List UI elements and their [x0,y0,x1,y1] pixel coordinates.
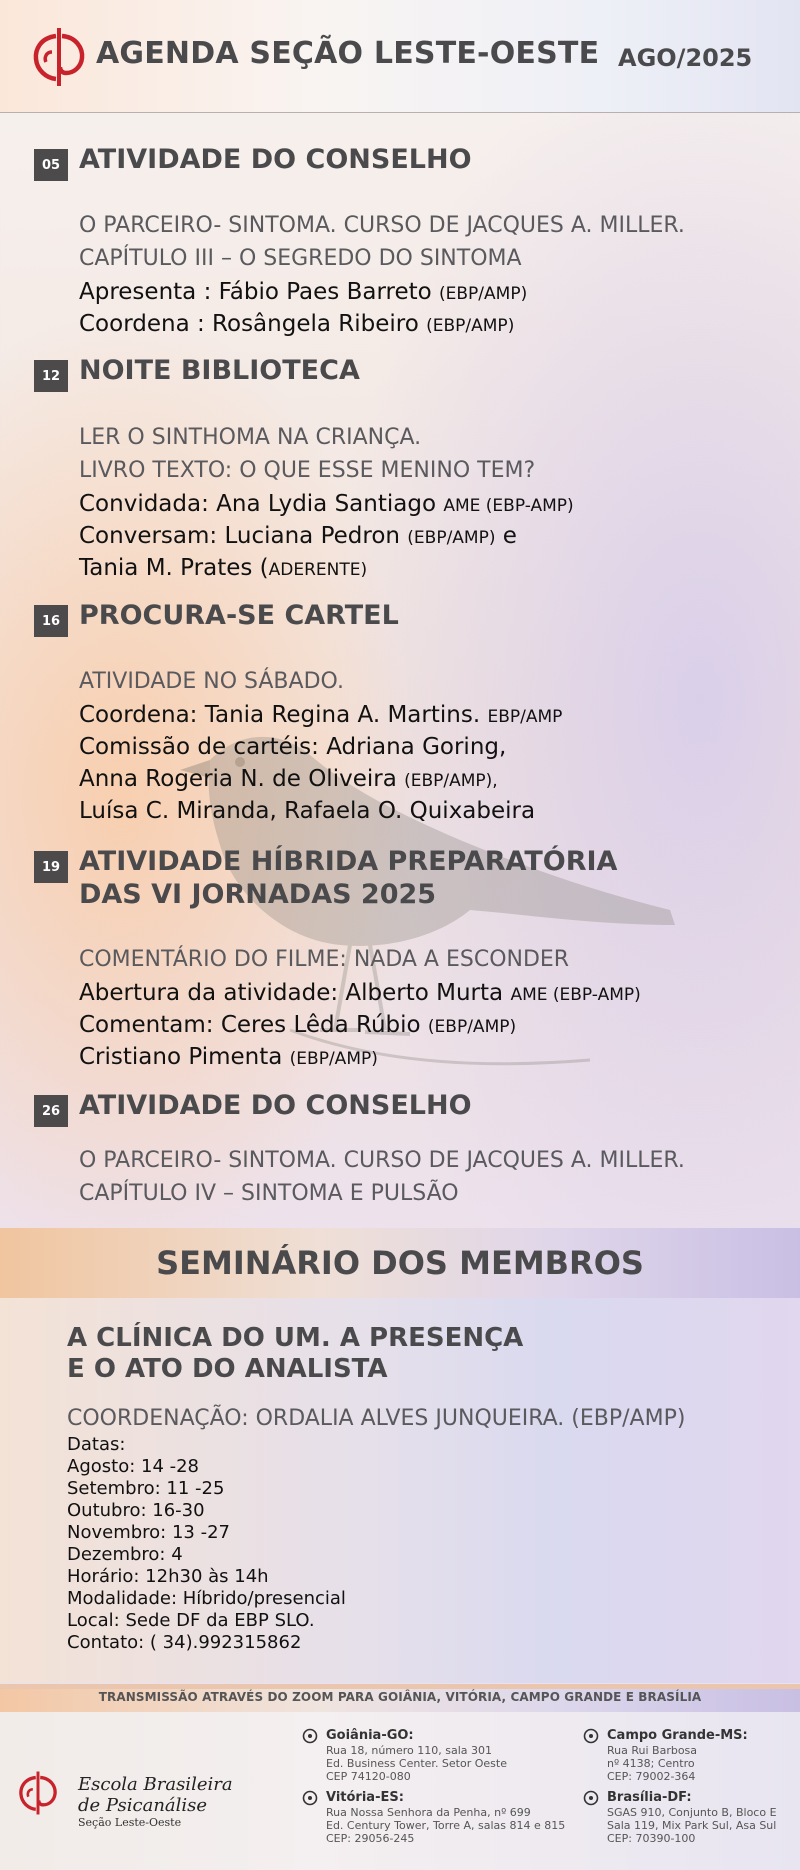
event-detail: Comissão de cartéis: Adriana Goring, [79,734,507,760]
event-title: DAS VI JORNADAS 2025 [79,879,437,910]
event-subtitle: ATIVIDADE NO SÁBADO. [79,669,344,694]
event-title: ATIVIDADE DO CONSELHO [79,1090,472,1121]
address-line: CEP: 70390-100 [607,1832,696,1845]
seminar-detail: Contato: ( 34).992315862 [67,1632,302,1653]
ebp-logo-icon [32,24,86,90]
address-line: Rua 18, número 110, sala 301 [326,1744,493,1757]
event-subtitle: LER O SINTHOMA NA CRIANÇA. [79,425,422,450]
day-badge: 16 [34,605,68,637]
event-detail: Cristiano Pimenta (EBP/AMP) [79,1044,378,1070]
event-title: ATIVIDADE HÍBRIDA PREPARATÓRIA [79,846,618,877]
event-subtitle: COMENTÁRIO DO FILME: NADA A ESCONDER [79,947,570,972]
location-pin-icon [583,1728,599,1746]
event-title: ATIVIDADE DO CONSELHO [79,144,472,175]
event-title: PROCURA-SE CARTEL [79,600,399,631]
event-subtitle: LIVRO TEXTO: O QUE ESSE MENINO TEM? [79,458,536,483]
address-city: Brasília-DF: [607,1790,692,1805]
school-name: Escola Brasileira [78,1774,233,1795]
seminar-detail: Datas: [67,1434,126,1455]
event-detail: Coordena: Tania Regina A. Martins. EBP/AMP [79,702,563,728]
event-detail: Apresenta : Fábio Paes Barreto (EBP/AMP) [79,279,528,305]
seminar-detail: Agosto: 14 -28 [67,1456,200,1477]
event-subtitle: O PARCEIRO- SINTOMA. CURSO DE JACQUES A. MILLER. [79,1148,685,1173]
event-detail: Conversam: Luciana Pedron (EBP/AMP) e [79,523,517,549]
address-city: Campo Grande-MS: [607,1728,748,1743]
event-subtitle: CAPÍTULO III – O SEGREDO DO SINTOMA [79,246,522,271]
seminar-detail: Setembro: 11 -25 [67,1478,225,1499]
seminar-heading: E O ATO DO ANALISTA [67,1354,388,1384]
address-city: Goiânia-GO: [326,1728,414,1743]
event-detail: Luísa C. Miranda, Rafaela O. Quixabeira [79,798,536,824]
location-pin-icon [583,1790,599,1808]
day-badge: 19 [34,851,68,883]
seminar-detail: Novembro: 13 -27 [67,1522,230,1543]
page-title: AGENDA SEÇÃO LESTE-OESTE [96,36,600,71]
event-detail: Comentam: Ceres Lêda Rúbio (EBP/AMP) [79,1012,517,1038]
transmission-note: TRANSMISSÃO ATRAVÉS DO ZOOM PARA GOIÂNIA, VITÓRIA, CAMPO GRANDE E BRASÍLIA [98,1690,702,1704]
seminar-coordination: COORDENAÇÃO: ORDALIA ALVES JUNQUEIRA. (EBP/AMP) [67,1406,686,1431]
address-line: CEP: 29056-245 [326,1832,415,1845]
day-badge: 12 [34,360,68,392]
seminar-detail: Outubro: 16-30 [67,1500,205,1521]
address-city: Vitória-ES: [326,1790,404,1805]
address-line: Sala 119, Mix Park Sul, Asa Sul [607,1819,777,1832]
school-subtitle: Seção Leste-Oeste [78,1816,182,1829]
address-line: Ed. Century Tower, Torre A, salas 814 e 815 [326,1819,566,1832]
address-line: Rua Nossa Senhora da Penha, nº 699 [326,1806,531,1819]
seminar-detail: Dezembro: 4 [67,1544,183,1565]
header [0,0,800,113]
page-date: AGO/2025 [618,44,753,72]
event-detail: Convidada: Ana Lydia Santiago AME (EBP-AMP) [79,491,574,517]
seminar-detail: Modalidade: Híbrido/presencial [67,1588,346,1609]
seminar-title: SEMINÁRIO DOS MEMBROS [156,1244,644,1282]
location-pin-icon [302,1790,318,1808]
event-detail: Tania M. Prates (ADERENTE) [79,555,368,581]
school-name: de Psicanálise [78,1795,208,1816]
event-detail: Abertura da atividade: Alberto Murta AME (EBP-AMP) [79,980,641,1006]
event-subtitle: CAPÍTULO IV – SINTOMA E PULSÃO [79,1181,459,1206]
address-line: Ed. Business Center. Setor Oeste [326,1757,507,1770]
ebp-logo-icon [18,1760,58,1826]
seminar-detail: Local: Sede DF da EBP SLO. [67,1610,315,1631]
address-line: CEP: 79002-364 [607,1770,696,1783]
address-line: Rua Rui Barbosa [607,1744,698,1757]
seminar-detail: Horário: 12h30 às 14h [67,1566,269,1587]
address-line: nº 4138; Centro [607,1757,695,1770]
address-line: SGAS 910, Conjunto B, Bloco E [607,1806,777,1819]
day-badge: 05 [34,149,68,181]
event-detail: Anna Rogeria N. de Oliveira (EBP/AMP), [79,766,498,792]
event-title: NOITE BIBLIOTECA [79,355,360,386]
day-badge: 26 [34,1095,68,1127]
event-detail: Coordena : Rosângela Ribeiro (EBP/AMP) [79,311,515,337]
seminar-heading: A CLÍNICA DO UM. A PRESENÇA [67,1323,524,1353]
event-subtitle: O PARCEIRO- SINTOMA. CURSO DE JACQUES A. MILLER. [79,213,685,238]
address-line: CEP 74120-080 [326,1770,411,1783]
location-pin-icon [302,1728,318,1746]
